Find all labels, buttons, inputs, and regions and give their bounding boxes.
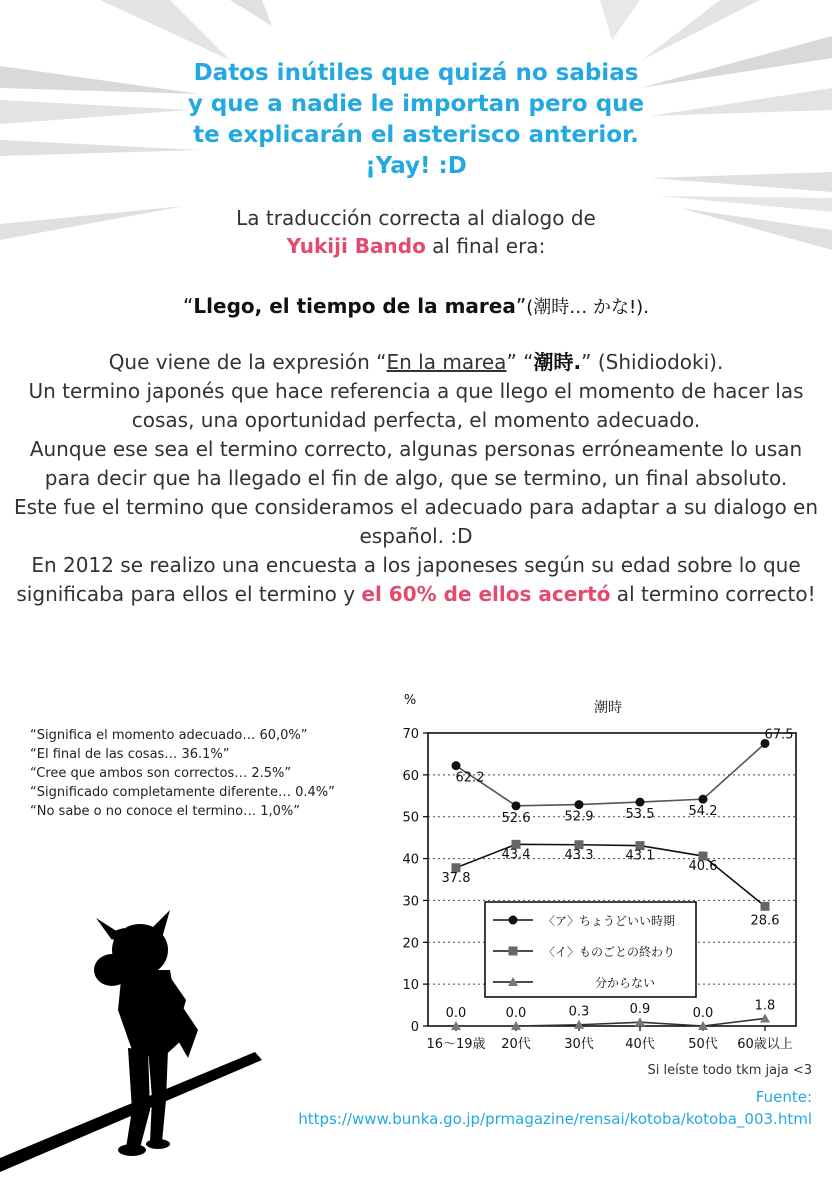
signoff-note: Si leíste todo tkm jaja <3 <box>647 1063 812 1078</box>
data-label: 28.6 <box>750 913 780 929</box>
quote-close: ” <box>515 294 527 318</box>
legend-marker <box>509 916 518 925</box>
survey-item: “No sabe o no conoce el termino… 1,0%” <box>30 804 300 819</box>
intro-line: La traducción correcta al dialogo de <box>236 206 596 230</box>
translation-quote <box>80 292 752 322</box>
data-point-series-1 <box>699 795 708 804</box>
data-label: 67.5 <box>764 727 794 743</box>
survey-item: “Significa el momento adecuado… 60,0%” <box>30 728 308 743</box>
speed-line <box>650 172 832 192</box>
data-point-series-2 <box>761 902 770 911</box>
legend-label: 〈ア〉ちょうどいい時期 <box>543 914 676 928</box>
expression-post: ” (Shidiodoki). <box>581 350 724 374</box>
paragraph-survey <box>6 551 826 609</box>
source-link[interactable]: https://www.bunka.go.jp/prmagazine/rensai/kotoba/kotoba_003.html <box>298 1110 812 1128</box>
y-axis-label: % <box>403 693 417 708</box>
survey-post: al termino correcto! <box>610 582 816 606</box>
survey-item: “El final de las cosas… 36.1%” <box>30 747 230 762</box>
legend-label: 分からない <box>595 976 656 990</box>
line-chart <box>392 684 812 1056</box>
intro-line-rest: al final era: <box>425 234 546 258</box>
legend-marker <box>509 947 518 956</box>
speed-line <box>230 0 272 26</box>
title-line: te explicarán el asterisco anterior. <box>193 122 639 148</box>
data-point-series-1 <box>636 798 645 807</box>
data-label: 54.2 <box>688 804 718 820</box>
speed-line <box>100 0 230 60</box>
x-tick-label: 20代 <box>501 1037 531 1052</box>
data-label: 0.3 <box>568 1004 590 1020</box>
data-point-series-1 <box>512 801 521 810</box>
data-label: 40.6 <box>688 859 718 875</box>
quote-japanese: (潮時… かな!). <box>526 297 649 318</box>
y-tick-label: 50 <box>402 810 419 826</box>
survey-pre: En 2012 se realizo una encuesta a los japoneses según su edad sobre lo que significaba para ellos el termino y <box>16 553 801 606</box>
expression-japanese: 潮時. <box>533 350 582 374</box>
y-tick-label: 20 <box>402 936 419 952</box>
survey-results <box>30 726 390 821</box>
data-point-series-1 <box>575 800 584 809</box>
intro-line-2 <box>116 232 716 260</box>
title-line: y que a nadie le importan pero que <box>187 91 645 117</box>
y-tick-label: 30 <box>402 894 419 910</box>
y-tick-label: 60 <box>402 768 419 784</box>
paragraph-expression <box>6 348 826 377</box>
data-label: 62.2 <box>455 770 485 786</box>
data-point-series-1 <box>452 761 461 770</box>
expression-pre: Que viene de la expresión “ <box>108 350 387 374</box>
explanation-text <box>6 348 826 609</box>
title-line: Datos inútiles que quizá no sabias <box>193 60 639 86</box>
legend-label: 〈イ〉ものごとの終わり <box>543 945 676 959</box>
expression-term: En la marea <box>386 350 507 374</box>
data-label: 52.9 <box>564 809 594 825</box>
character-silhouette <box>0 910 270 1180</box>
series-line-3 <box>456 1018 765 1026</box>
intro-text <box>116 204 716 260</box>
paragraph-meaning: Un termino japonés que hace referencia a que llego el momento de hacer las cosas, una oportunidad perfecta, el momento adecuado. <box>28 379 804 432</box>
y-tick-label: 40 <box>402 852 419 868</box>
source-label: Fuente: <box>755 1088 812 1106</box>
quote-open: “ <box>183 294 194 318</box>
data-label: 0.0 <box>505 1006 527 1021</box>
paragraph-misuse: Aunque ese sea el termino correcto, algunas personas erróneamente lo usan para decir que ha llegado el fin de algo, que se termino, un final absoluto. <box>29 437 803 490</box>
data-label: 52.6 <box>501 810 531 826</box>
y-tick-label: 10 <box>402 978 419 994</box>
data-label: 53.5 <box>625 807 655 823</box>
x-tick-label: 50代 <box>688 1037 718 1052</box>
y-tick-label: 70 <box>402 727 419 742</box>
x-tick-label: 40代 <box>625 1037 655 1052</box>
data-label: 0.0 <box>692 1006 714 1021</box>
x-tick-label: 30代 <box>564 1037 594 1052</box>
data-label: 0.0 <box>445 1006 467 1021</box>
data-point-series-3 <box>760 1013 770 1022</box>
title-line: ¡Yay! :D <box>365 153 467 179</box>
data-label: 43.1 <box>625 848 655 864</box>
data-label: 43.3 <box>564 847 594 863</box>
data-label: 37.8 <box>441 870 471 886</box>
quote-phrase: Llego, el tiempo de la marea <box>193 294 516 318</box>
survey-item: “Significado completamente diferente… 0.4%” <box>30 785 335 800</box>
x-tick-label: 60歳以上 <box>737 1037 793 1052</box>
data-label: 0.9 <box>629 1002 651 1018</box>
data-label: 43.4 <box>501 847 531 863</box>
paragraph-adaptation: Este fue el termino que consideramos el adecuado para adaptar a su dialogo en español. :D <box>13 495 819 548</box>
speed-line <box>650 88 832 116</box>
survey-highlight: el 60% de ellos acertó <box>361 582 611 606</box>
chart-title: 潮時 <box>594 700 622 716</box>
data-label: 1.8 <box>754 998 776 1014</box>
speed-line <box>600 0 640 40</box>
survey-item: “Cree que ambos son correctos… 2.5%” <box>30 766 292 781</box>
expression-mid: ” “ <box>506 350 534 374</box>
speed-line <box>642 0 760 60</box>
page-title <box>160 58 672 182</box>
x-tick-label: 16～19歳 <box>426 1037 486 1052</box>
character-name: Yukiji Bando <box>286 234 426 258</box>
y-tick-label: 0 <box>410 1020 419 1035</box>
